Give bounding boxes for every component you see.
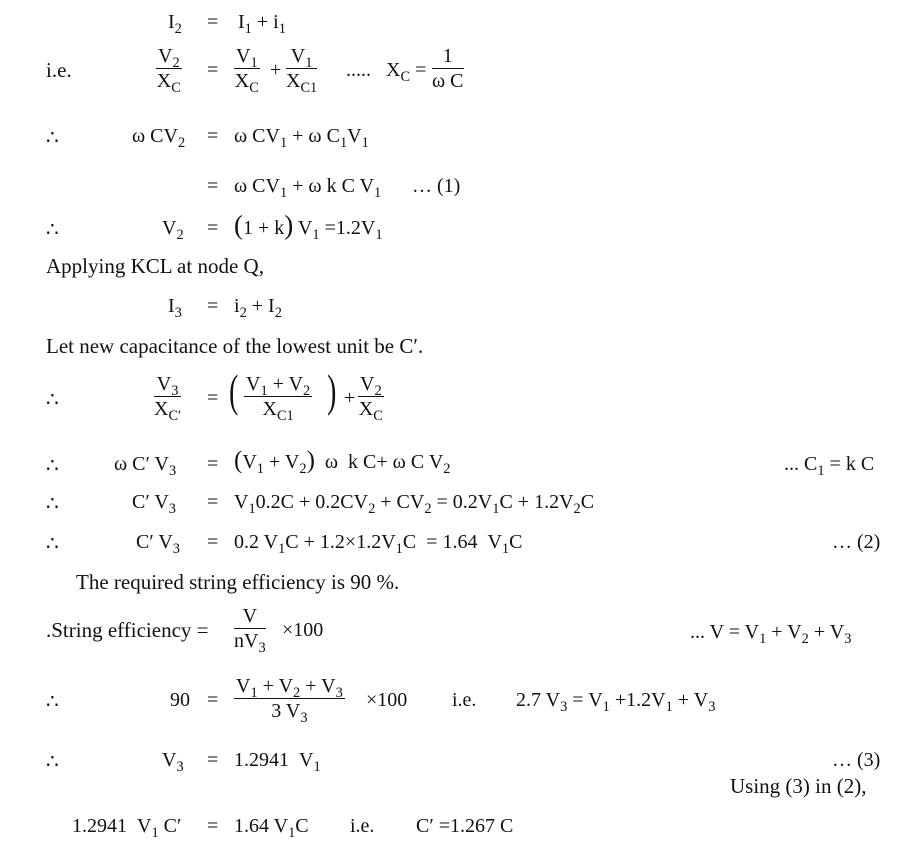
eq3-equals: = [207, 125, 219, 147]
eq11-equals: = [207, 491, 219, 513]
therefore-5: ∴ [46, 493, 59, 515]
eq11-rhs: $V_10.2C + 0.2CV_2 + CV_2 = 0.2V_1C + 1.2V_2C$ [234, 491, 595, 518]
eq1-equals: = [207, 11, 219, 33]
eq18-equals: = [207, 815, 219, 837]
eq1-lhs: $I_2$ [168, 11, 182, 38]
eq2-plus: + [270, 59, 282, 81]
therefore-7: ∴ [46, 691, 59, 713]
ninety: 90 [170, 689, 190, 711]
eq12-rhs: 0.2 $V_1C + 1.2\times 1.2V_1C = 1.64$ $V_1C$ [234, 531, 523, 558]
xc-def-lhs: $X_C$ = [386, 59, 427, 86]
fraction-v2-xc: $V_2$ $X_C$ [156, 45, 181, 97]
eq5-equals: = [207, 217, 219, 239]
eq1-rhs: $I_1 + i_1$ [238, 11, 286, 38]
ie-label-1: i.e. [46, 58, 72, 82]
eq9-equals: = [207, 387, 219, 409]
fraction-v3-xcprime: $V_3$ $X_{C'}$ [154, 373, 182, 425]
eq7-lhs: $I_3$ [168, 295, 182, 322]
eq7-rhs: $i_2 + I_2$ [234, 295, 282, 322]
therefore-3: ∴ [46, 389, 59, 411]
fraction-v1v2-xc1: $V_1 + V_2$ $X_{C1}$ [246, 373, 311, 425]
eq2-equals: = [207, 59, 219, 81]
eq18-lhs: 1.2941 $V_1$ C′ [72, 815, 182, 842]
therefore-1: ∴ [46, 127, 59, 149]
eq9-plus: + [344, 387, 356, 409]
eq4-rhs: ω $CV_1 + \omega$ k C $V_1$ [234, 175, 382, 202]
tag-3: … (3) [832, 749, 881, 771]
eq15-right: 2.7 $V_3 = V_1 +1.2V_1 + V_3$ [516, 689, 716, 716]
eq12-lhs: C′ $V_3$ [136, 531, 180, 558]
eq7-equals: = [207, 295, 219, 317]
therefore-6: ∴ [46, 533, 59, 555]
v-sum-note: ... $V = V_1 + V_2 + V_3$ [690, 621, 852, 648]
eq10-equals: = [207, 453, 219, 475]
kcl-text: Applying KCL at node Q, [46, 254, 264, 278]
fraction-v2-xc-b: $V_2$ $X_C$ [358, 373, 383, 425]
ellipsis: ..... [346, 59, 371, 81]
eq18-rhs: 1.64 $V_1C$ [234, 815, 309, 842]
string-eff-label: .String efficiency = [46, 618, 209, 642]
eq10-rhs: $(V_1 + V_2)$ ω k C+ ω C $V_2$ [234, 447, 451, 478]
therefore-8: ∴ [46, 751, 59, 773]
eq3-rhs: ω $CV_1 + \omega$ $C_1V_1$ [234, 125, 369, 152]
ie-label-3: i.e. [350, 815, 375, 837]
required-text: The required string efficiency is 90 %. [76, 570, 400, 594]
eq10-lhs: ω C′ $V_3$ [114, 453, 177, 480]
eq16-rhs: 1.2941 $V_1$ [234, 749, 321, 776]
fraction-1-omega-c: 1 ω C [432, 45, 464, 92]
fraction-vsum-3v3: $V_1 + V_2 + V_3$ 3 $V_3$ [236, 675, 343, 727]
eq16-lhs: $V_3$ [162, 749, 184, 776]
therefore-2: ∴ [46, 219, 59, 241]
times-100-b: ×100 [366, 689, 408, 711]
times-100-a: ×100 [282, 619, 324, 641]
left-paren: ( [229, 365, 239, 416]
eq16-equals: = [207, 749, 219, 771]
eq4-equals: = [207, 175, 219, 197]
fraction-v-nv3: V $nV_3$ [234, 605, 266, 657]
eq11-lhs: C′ $V_3$ [132, 491, 176, 518]
tag-1: … (1) [412, 175, 461, 197]
eq5-lhs: $V_2$ [162, 217, 184, 244]
fraction-v1-xc: $V_1$ $X_C$ [234, 45, 259, 97]
eq12-equals: = [207, 531, 219, 553]
eq18-result: C′ =1.267 C [416, 815, 514, 837]
fraction-v1-xc1: $V_1$ $X_{C1}$ [286, 45, 318, 97]
new-cap-text: Let new capacitance of the lowest unit be C′. [46, 334, 424, 358]
right-paren: ) [327, 365, 337, 416]
eq15-equals: = [207, 689, 219, 711]
ie-label-2: i.e. [452, 689, 477, 711]
tag-2: … (2) [832, 531, 881, 553]
using-text: Using (3) in (2), [730, 774, 867, 798]
therefore-4: ∴ [46, 455, 59, 477]
c1-note: ... $C_1 = k$ C [784, 453, 875, 480]
eq5-rhs: (1 + k) $V_1 =1.2V_1$ [234, 210, 383, 244]
eq3-lhs: ω $CV_2$ [132, 125, 186, 152]
